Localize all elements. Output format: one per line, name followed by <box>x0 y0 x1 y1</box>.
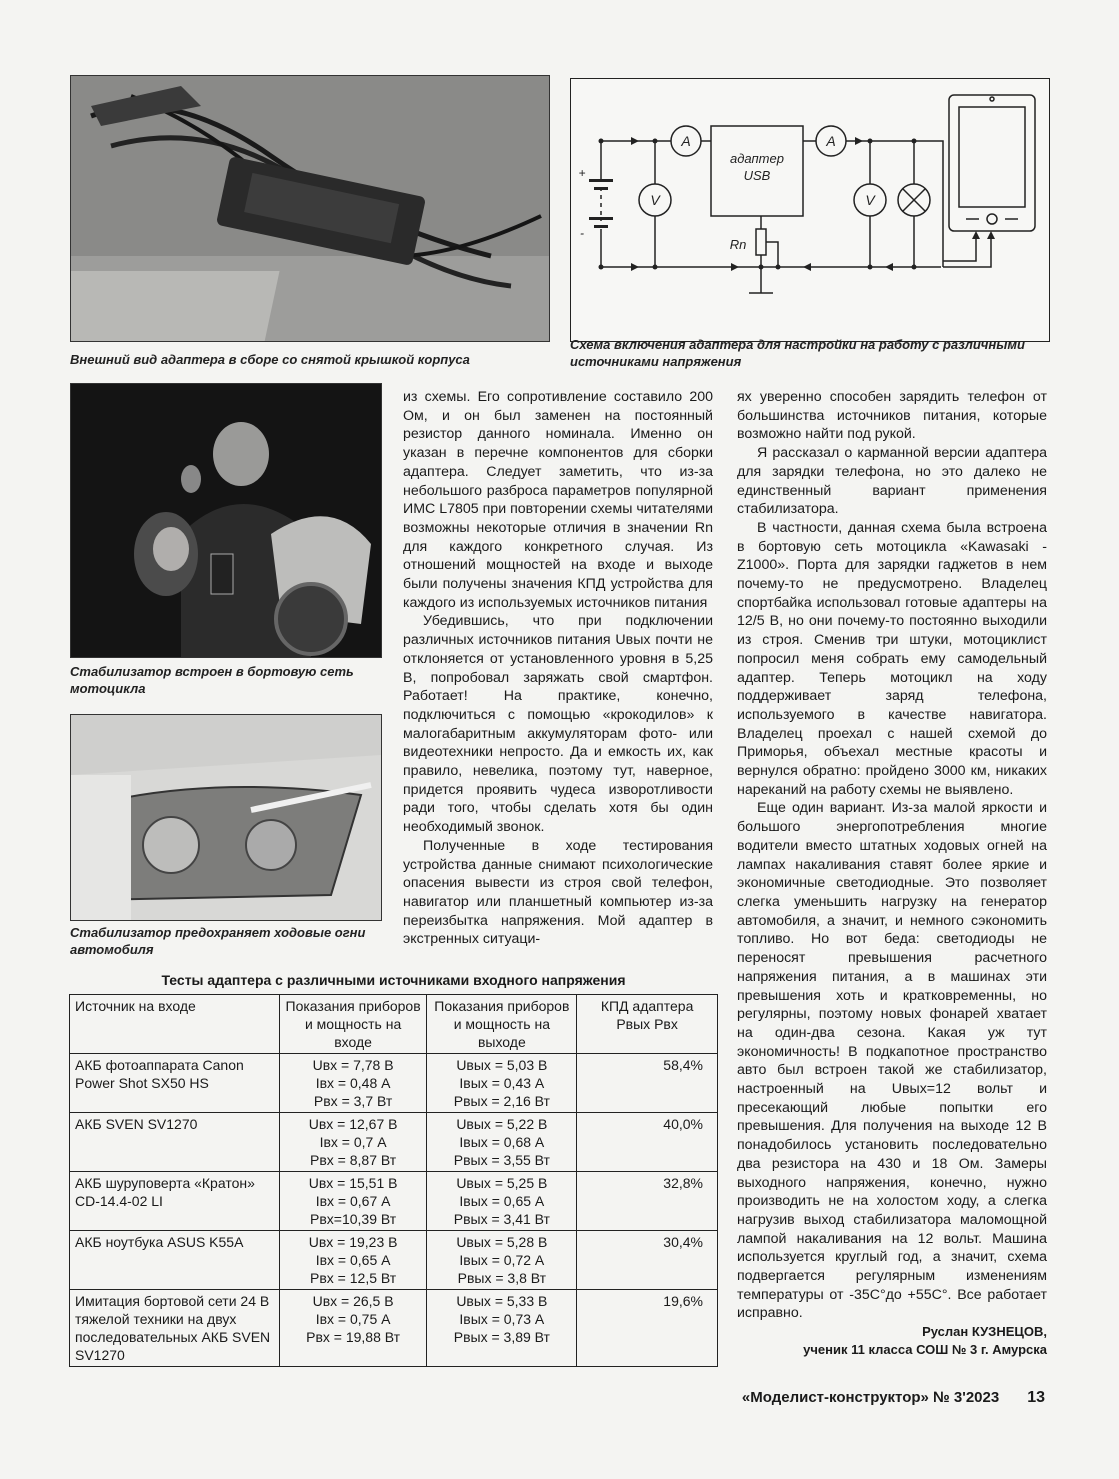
output-current: Iвых = 0,65 А <box>459 1193 545 1209</box>
adapter-label-line2: USB <box>743 168 771 183</box>
adapter-label-line1: адаптер <box>730 151 784 166</box>
paragraph: Убедившись, что при подключении различных источников питания Uвых почти не отклоняется от установленного уровня в 5,25 В, попробовал заряжать свой смартфон. Работает! На практике, конечно, подключиться с помощью «крокодилов» к малогабаритным аккумуляторам фото- или видеотехники непросто. Да и емкость их, как правило, невелика, поэтому тут, наверное, придется проявить чудеса изворотливости ради того, чтобы сделать хотя бы один необходимый звонок. <box>403 613 713 836</box>
header-cell: КПД адаптера Рвых Рвх <box>577 995 718 1054</box>
efficiency-cell: 32,8% <box>577 1172 718 1231</box>
output-cell <box>427 1054 577 1113</box>
voltmeter-left-label: V <box>650 192 660 208</box>
table-row <box>70 1290 718 1367</box>
top-photo-caption: Внешний вид адаптера в сборе со снятой крышкой корпуса <box>70 352 470 367</box>
efficiency-cell: 40,0% <box>577 1113 718 1172</box>
paragraph: Я рассказал о карманной версии адаптера для зарядки телефона, но это далеко не единственный вариант применения стабилизатора. <box>737 445 1047 518</box>
paragraph: Полученные в ходе тестирования устройства данные снимают психологические опасения вывести из строя свой телефон, навигатор или планшетный компьютер из-за переизбытка напряжения. Мой адаптер в экстренных ситуаци- <box>403 837 713 948</box>
right-column <box>737 388 1047 1359</box>
input-voltage: Uвх = 26,5 В <box>312 1293 394 1309</box>
source-cell: Имитация бортовой сети 24 В тяжелой техники на двух последовательных АКБ SVEN SV1270 <box>70 1290 280 1367</box>
table-row <box>70 1113 718 1172</box>
input-cell <box>279 1172 427 1231</box>
output-current: Iвых = 0,43 А <box>459 1075 545 1091</box>
input-power: Pвх = 12,5 Вт <box>310 1270 397 1286</box>
source-cell: АКБ шуруповерта «Кратон» CD-14.4-02 LI <box>70 1172 280 1231</box>
input-power: Pвх = 19,88 Вт <box>306 1329 401 1345</box>
plus-label: + <box>578 166 586 180</box>
author-name: Руслан КУЗНЕЦОВ, <box>922 1324 1047 1340</box>
input-power: Pвх = 8,87 Вт <box>310 1152 397 1168</box>
input-voltage: Uвх = 15,51 В <box>308 1175 398 1191</box>
input-cell <box>279 1290 427 1367</box>
middle-column <box>403 388 713 949</box>
output-cell <box>427 1231 577 1290</box>
output-voltage: Uвых = 5,03 В <box>456 1057 548 1073</box>
output-power: Pвых = 3,55 Вт <box>453 1152 550 1168</box>
output-current: Iвых = 0,73 А <box>459 1311 545 1327</box>
paragraph: ях уверенно способен зарядить телефон от большинства источников питания, которые возможно найти под рукой. <box>737 389 1047 443</box>
output-cell <box>427 1113 577 1172</box>
output-cell <box>427 1172 577 1231</box>
input-current: Iвх = 0,67 А <box>315 1193 391 1209</box>
source-cell: АКБ ноутбука ASUS K55A <box>70 1231 280 1290</box>
output-voltage: Uвых = 5,33 В <box>456 1293 548 1309</box>
input-power: Pвх = 3,7 Вт <box>313 1093 393 1109</box>
output-voltage: Uвых = 5,28 В <box>456 1234 548 1250</box>
tests-table <box>69 994 718 1367</box>
output-current: Iвых = 0,68 А <box>459 1134 545 1150</box>
diagram-caption: Схема включения адаптера для настройки на работу с различными источниками напряжения <box>570 337 1025 369</box>
paragraph: из схемы. Его сопротивление составило 200 Ом, и он был заменен на постоянный резистор данного номинала. Именно он указан в перечне компонентов для сборки адаптера. Следует заметить, что из-за небольшого разброса параметров популярной ИМС L7805 при повторении схемы читателями возможны некоторые отличия в значении Rn для каждого конкретного случая. Из отношений мощностей на входе и выходе были получены значения КПД устройства для каждого из используемых источников питания <box>403 389 713 611</box>
rn-label: Rn <box>729 237 747 252</box>
table-header-row <box>70 995 718 1054</box>
header-cell: Источник на входе <box>70 995 280 1054</box>
author-affiliation: ученик 11 класса СОШ № 3 г. Амурска <box>803 1342 1047 1358</box>
table-row <box>70 1054 718 1113</box>
input-voltage: Uвх = 12,67 В <box>308 1116 398 1132</box>
table-title: Тесты адаптера с различными источниками входного напряжения <box>161 972 626 988</box>
input-voltage: Uвх = 7,78 В <box>312 1057 394 1073</box>
efficiency-cell: 19,6% <box>577 1290 718 1367</box>
header-cell: Показания приборов и мощность на выходе <box>427 995 577 1054</box>
input-cell <box>279 1054 427 1113</box>
paragraph: Еще один вариант. Из-за малой яркости и большого энергопотребления многие водители вместо штатных ходовых огней на лампах накаливания ставят более яркие и экономичные светодиодные. Это позволяет слегка уменьшить нагрузку на генератор автомобиля, а значит, и немного сэкономить топливо. Но вот беда: светодиоды не переносят превышения расчетного напряжения питания, а в машинах эти превышения хоть и кратковременны, но регулярны, поэтому новых фонарей хватает на один-два сезона. Какая уж тут экономичность! В подкапотное пространство авто был встроен такой же стабилизатор, настроенный на Uвых=12 вольт и пресекающий любые попытки его превышения. Для получения на выходе 12 В понадобилось установить последовательно два резистора на 430 и 18 Ом. Замеры выходного напряжения, конечно, нужно производить не на холостом ходу, а слегка нагрузив выход стабилизатора маломощной лампой накаливания на 12 вольт. Машина используется круглый год, а значит, схема подвергается регулярным изменениям температуры от -35С°до +55С°. Все работает исправно. <box>737 800 1047 1322</box>
ammeter-left-label: A <box>681 133 691 149</box>
input-voltage: Uвх = 19,23 В <box>308 1234 398 1250</box>
output-power: Pвых = 3,89 Вт <box>453 1329 550 1345</box>
output-voltage: Uвых = 5,25 В <box>456 1175 548 1191</box>
output-power: Pвых = 2,16 Вт <box>453 1093 550 1109</box>
ammeter-right-label: A <box>826 133 836 149</box>
input-power: Pвх=10,39 Вт <box>310 1211 397 1227</box>
motorcycle-photo-caption: Стабилизатор встроен в бортовую сеть мотоцикла <box>70 664 354 696</box>
circuit-diagram <box>570 78 1050 342</box>
efficiency-cell: 30,4% <box>577 1231 718 1290</box>
input-current: Iвх = 0,48 А <box>315 1075 391 1091</box>
input-cell <box>279 1231 427 1290</box>
magazine-title: «Моделист-конструктор» № 3'2023 <box>741 1389 1000 1406</box>
input-current: Iвх = 0,65 А <box>315 1252 391 1268</box>
car-photo-caption: Стабилизатор предохраняет ходовые огни автомобиля <box>70 925 366 957</box>
minus-label: - <box>580 226 584 240</box>
output-cell <box>427 1290 577 1367</box>
source-cell: АКБ SVEN SV1270 <box>70 1113 280 1172</box>
output-power: Pвых = 3,41 Вт <box>453 1211 550 1227</box>
output-power: Pвых = 3,8 Вт <box>457 1270 547 1286</box>
table-row <box>70 1172 718 1231</box>
motorcycle-photo <box>70 383 382 658</box>
efficiency-cell: 58,4% <box>577 1054 718 1113</box>
voltmeter-right-label: V <box>865 192 875 208</box>
car-headlight-photo <box>70 714 382 921</box>
table-row <box>70 1231 718 1290</box>
page-number: 13 <box>1027 1389 1045 1406</box>
header-cell: Показания приборов и мощность на входе <box>279 995 427 1054</box>
input-current: Iвх = 0,7 А <box>319 1134 387 1150</box>
paragraph: В частности, данная схема была встроена в бортовую сеть мотоцикла «Kawasaki - Z1000». Порта для зарядки гаджетов в нем почему-то не предусмотрено. Владелец спортбайка использовал готовые адаптеры на 12/5 В, но они почему-то постоянно выходили из строя. Сменив три штуки, мотоциклист попросил меня собрать ему самодельный адаптер. Теперь мотоцикл на ходу поддерживает заряд телефона, используемого в качестве навигатора. Владелец проехал с нашей схемой до Приморья, объехал местные красоты и вернулся обратно: пройдено 3000 км, никаких нареканий на работу схемы не выявлено. <box>737 519 1047 798</box>
input-cell <box>279 1113 427 1172</box>
page-footer <box>742 1389 1045 1407</box>
output-current: Iвых = 0,72 А <box>459 1252 545 1268</box>
input-current: Iвх = 0,75 А <box>315 1311 391 1327</box>
output-voltage: Uвых = 5,22 В <box>456 1116 548 1132</box>
source-cell: АКБ фотоаппарата Canon Power Shot SX50 HS <box>70 1054 280 1113</box>
adapter-photo <box>70 75 550 342</box>
